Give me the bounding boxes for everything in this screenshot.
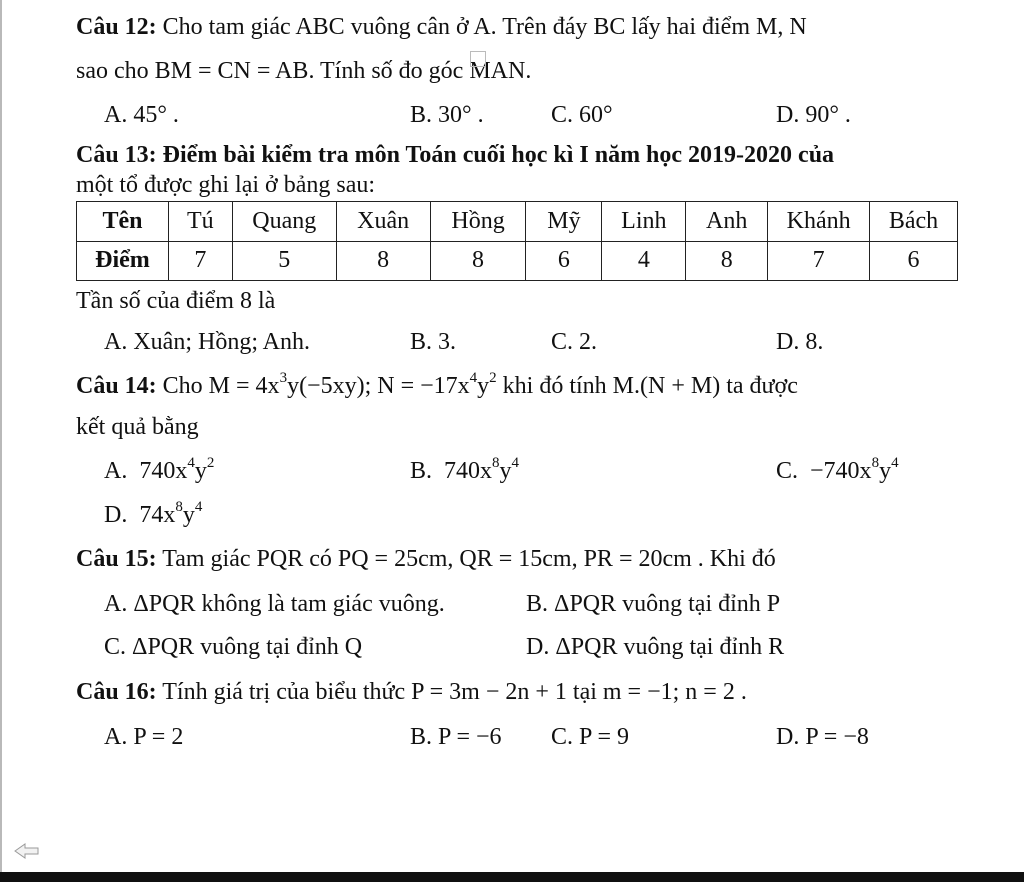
table-row: [77, 241, 958, 281]
table-cell: 6: [526, 241, 602, 281]
table-cell: 8: [430, 241, 526, 281]
q14-option-c-base: −740x: [810, 458, 872, 484]
q12-angle-text: MAN: [469, 58, 526, 84]
q16-text-1: Tính giá trị của biểu thức P = 3m − 2n + 1 tại m = −1; n = 2 .: [156, 679, 747, 705]
q12-text-1: Cho tam giác ABC vuông cân ở A. Trên đáy BC lấy hai điểm M, N: [156, 14, 807, 40]
q14-text-4: khi đó tính M.(N + M) ta được: [496, 373, 798, 399]
table-cell: Khánh: [768, 202, 870, 242]
q14-option-b-exp2: 4: [511, 455, 520, 471]
table-cell: Anh: [686, 202, 768, 242]
q16-option-a: A. P = 2: [104, 724, 184, 750]
table-cell: Linh: [602, 202, 686, 242]
q15-line-1: [76, 544, 776, 574]
q14-exp-3: 2: [489, 370, 497, 386]
table-cell-header: Điểm: [77, 241, 169, 281]
table-cell: Xuân: [336, 202, 430, 242]
q12-text-2a: sao cho: [76, 58, 155, 84]
q15-label: Câu 15:: [76, 546, 157, 572]
q15-option-d: D. ΔPQR vuông tại đỉnh R: [526, 634, 785, 660]
q14-option-d-base: 74x: [139, 502, 176, 528]
q14-option-a-label: A.: [104, 458, 128, 484]
q14-option-b-label: B.: [410, 458, 433, 484]
q16-option-b: B. P = −6: [410, 724, 502, 750]
q16-option-c: C. P = 9: [551, 724, 629, 750]
q14-option-a-base: 740x: [139, 458, 188, 484]
q12-line-1: [76, 12, 807, 42]
q15-text-1: Tam giác PQR có PQ = 25cm, QR = 15cm, PR = 20cm . Khi đó: [156, 546, 776, 572]
table-cell: 7: [168, 241, 232, 281]
table-cell: Mỹ: [526, 202, 602, 242]
table-cell: 4: [602, 241, 686, 281]
q14-line-1: [76, 371, 798, 401]
q14-option-c-y: y: [879, 458, 892, 484]
q12-option-a: A. 45° .: [104, 102, 179, 128]
q15-option-c: C. ΔPQR vuông tại đỉnh Q: [104, 634, 363, 660]
q12-option-b: B. 30° .: [410, 102, 484, 128]
q12-angle: [469, 58, 525, 84]
q16-option-d: D. P = −8: [776, 724, 869, 750]
q13-option-b: B. 3.: [410, 329, 457, 355]
table-cell: 8: [686, 241, 768, 281]
q13-line-2: [76, 170, 375, 200]
q14-option-a: [104, 456, 214, 486]
page-left-border: [0, 0, 2, 872]
q16-label: Câu 16:: [76, 679, 157, 705]
q12-label: Câu 12:: [76, 14, 157, 40]
q14-option-b-exp1: 8: [492, 455, 500, 471]
q15-option-b: B. ΔPQR vuông tại đỉnh P: [526, 591, 781, 617]
q14-option-c-label: C.: [776, 458, 799, 484]
q14-option-b: [410, 456, 519, 486]
table-cell: Quang: [232, 202, 336, 242]
q14-option-c-exp2: 4: [891, 455, 899, 471]
table-cell: 6: [870, 241, 958, 281]
q12-option-d: D. 90° .: [776, 102, 851, 128]
q14-option-d-exp2: 4: [194, 499, 203, 515]
q14-option-d-label: D.: [104, 502, 128, 528]
q14-option-d-y: y: [182, 502, 195, 528]
bottom-bar: [0, 872, 1024, 882]
q13-text-1: Điểm bài kiểm tra môn Toán cuối học kì I năm học 2019-2020 của: [156, 142, 835, 168]
q12-option-c: C. 60°: [551, 102, 613, 128]
q12-text-2b: . Tính số đo góc: [308, 58, 470, 84]
table-cell: Tú: [168, 202, 232, 242]
q13-option-a: A. Xuân; Hồng; Anh.: [104, 329, 310, 355]
q14-text-2: y(−5xy); N = −17x: [287, 373, 470, 399]
q14-exp-1: 3: [279, 370, 288, 386]
q14-line-2: kết quả bằng: [76, 414, 199, 440]
q13-question: Tần số của điểm 8 là: [76, 288, 276, 314]
table-cell: Hồng: [430, 202, 526, 242]
q14-option-c-exp1: 8: [871, 455, 880, 471]
q12-line-2: [76, 56, 531, 86]
q14-exp-2: 4: [469, 370, 478, 386]
q14-option-a-y: y: [194, 458, 207, 484]
q13-line-1: [76, 140, 834, 170]
q14-option-c: [776, 456, 899, 486]
q14-text-1: Cho M = 4x: [156, 373, 280, 399]
table-cell: 5: [232, 241, 336, 281]
q13-text-2: một tổ được ghi lại ở bảng sau:: [76, 172, 376, 198]
table-cell: 7: [768, 241, 870, 281]
q13-option-d: D. 8.: [776, 329, 824, 355]
table-cell-header: Tên: [77, 202, 169, 242]
q12-equation: BM = CN = AB: [154, 58, 309, 84]
table-cell: 8: [336, 241, 430, 281]
q14-option-b-base: 740x: [444, 458, 493, 484]
q14-option-a-exp1: 4: [187, 455, 195, 471]
q14-option-d-exp1: 8: [175, 499, 183, 515]
q13-option-c: C. 2.: [551, 329, 598, 355]
table-cell: Bách: [870, 202, 958, 242]
table-row: [77, 202, 958, 242]
q14-text-3: y: [477, 373, 490, 399]
q13-label: Câu 13:: [76, 142, 157, 168]
scores-table: [76, 201, 958, 281]
q15-option-a: A. ΔPQR không là tam giác vuông.: [104, 591, 445, 617]
q14-option-a-exp2: 2: [206, 455, 215, 471]
q14-option-b-y: y: [499, 458, 512, 484]
q14-label: Câu 14:: [76, 373, 157, 399]
q12-text-2c: .: [525, 58, 532, 84]
q14-option-d: [104, 500, 202, 530]
back-arrow-icon[interactable]: [14, 842, 40, 860]
q16-line-1: [76, 677, 747, 707]
